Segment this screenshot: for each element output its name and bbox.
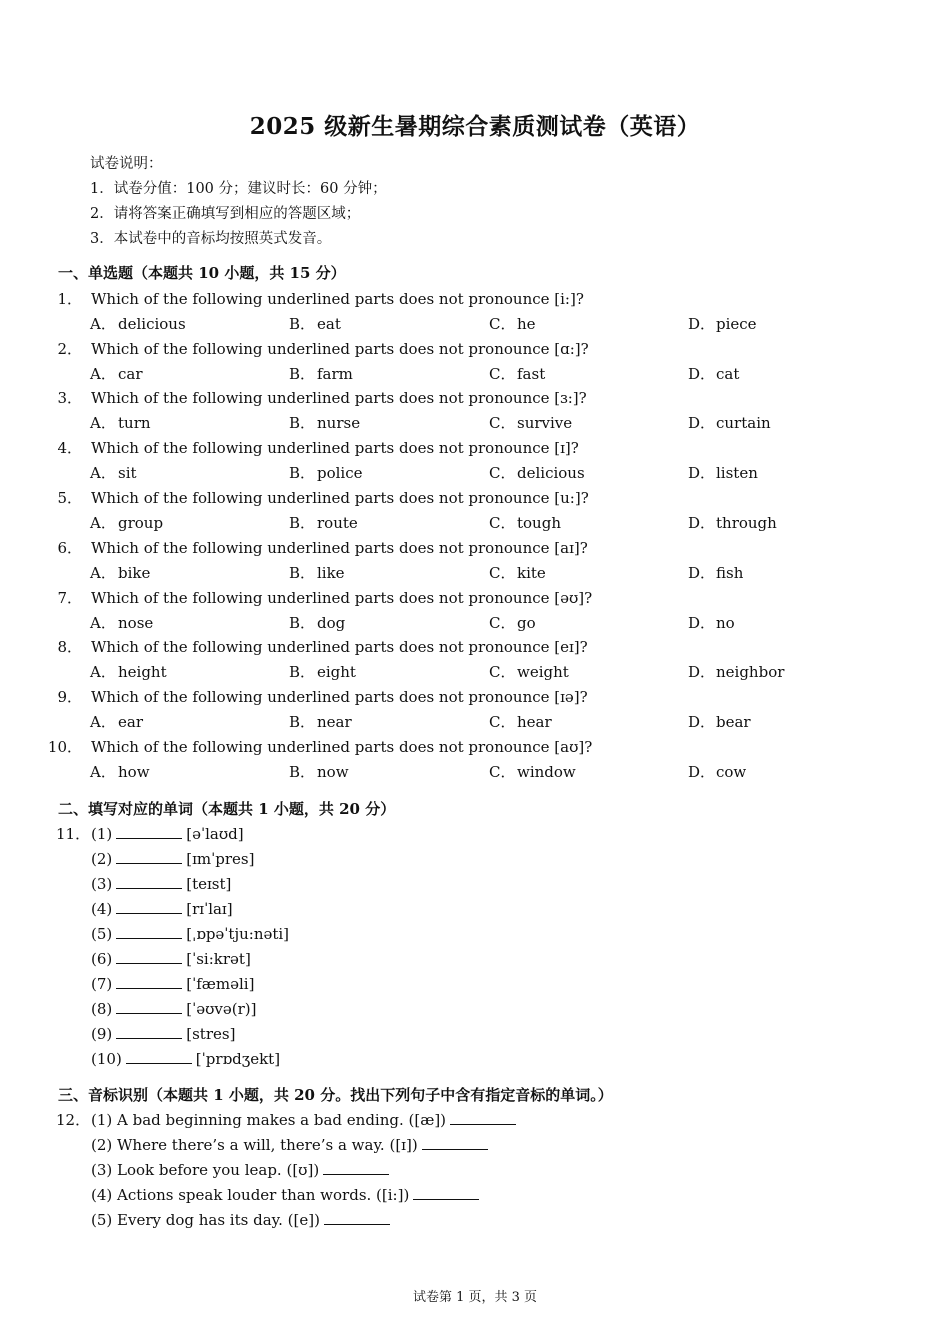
fill-item-5: (5) [ˌɒpəˈtju:nəti] xyxy=(91,925,290,943)
option-a[interactable]: A． nose xyxy=(90,614,154,632)
option-c[interactable]: C． window xyxy=(489,763,576,781)
fill-item-6: (6) [ˈsi:krət] xyxy=(91,950,251,968)
option-b[interactable]: B． near xyxy=(289,713,352,731)
option-b[interactable]: B． nurse xyxy=(289,414,361,432)
answer-blank[interactable] xyxy=(116,874,182,889)
option-b[interactable]: B． now xyxy=(289,763,349,781)
phonetic-item-4: (4) Actions speak louder than words. ([i:]) xyxy=(91,1183,483,1208)
option-c[interactable]: C． delicious xyxy=(489,464,585,482)
option-b[interactable]: B． dog xyxy=(289,614,346,632)
phonetic-item-3: (3) Look before you leap. ([ʊ]) xyxy=(91,1158,393,1183)
option-a[interactable]: A． bike xyxy=(90,564,151,582)
question-text: Which of the following underlined parts does not pronounce [u:]? xyxy=(91,489,589,507)
option-a[interactable]: A． car xyxy=(90,365,143,383)
option-a[interactable]: A． turn xyxy=(90,414,151,432)
question-text: Which of the following underlined parts does not pronounce [aʊ]? xyxy=(91,738,593,756)
answer-blank[interactable] xyxy=(422,1135,488,1150)
option-d[interactable]: D．cow xyxy=(688,763,747,781)
question-1 xyxy=(0,287,950,337)
question-4 xyxy=(0,436,950,486)
option-d[interactable]: D．curtain xyxy=(688,414,771,432)
section1-heading: 一、单选题（本题共 10 小题，共 15 分） xyxy=(58,264,346,282)
fill-item-10: (10) [ˈprɒdʒekt] xyxy=(91,1050,281,1068)
question-number: 10． xyxy=(47,738,82,756)
question-text: Which of the following underlined parts does not pronounce [ɪə]? xyxy=(91,688,588,706)
fill-item-3: (3) [teɪst] xyxy=(91,875,232,893)
answer-blank[interactable] xyxy=(116,949,182,964)
answer-blank[interactable] xyxy=(116,999,182,1014)
option-b[interactable]: B． like xyxy=(289,564,345,582)
option-a[interactable]: A． sit xyxy=(90,464,137,482)
option-b[interactable]: B． farm xyxy=(289,365,353,383)
question-7 xyxy=(0,586,950,636)
question-9 xyxy=(0,685,950,735)
answer-blank[interactable] xyxy=(413,1185,479,1200)
question-number: 12． xyxy=(56,1111,91,1129)
instruction-line: 3．本试卷中的音标均按照英式发音。 xyxy=(90,231,332,247)
option-c[interactable]: C． kite xyxy=(489,564,546,582)
section2-heading: 二、填写对应的单词（本题共 1 小题，共 20 分） xyxy=(58,800,396,818)
answer-blank[interactable] xyxy=(324,1210,390,1225)
question-number: 7． xyxy=(57,589,82,607)
question-text: Which of the following underlined parts does not pronounce [ɑ:]? xyxy=(91,340,589,358)
option-b[interactable]: B． route xyxy=(289,514,358,532)
question-2 xyxy=(0,337,950,387)
section3-heading: 三、音标识别（本题共 1 小题，共 20 分。找出下列句子中含有指定音标的单词。） xyxy=(58,1086,613,1104)
question-number: 5． xyxy=(57,489,82,507)
question-text: Which of the following underlined parts does not pronounce [i:]? xyxy=(91,290,584,308)
option-c[interactable]: C． fast xyxy=(489,365,546,383)
fill-item-7: (7) [ˈfæməli] xyxy=(91,975,255,993)
fill-item-2: (2) [ɪmˈpres] xyxy=(91,850,255,868)
option-d[interactable]: D．bear xyxy=(688,713,751,731)
option-c[interactable]: C． go xyxy=(489,614,536,632)
question-number: 8． xyxy=(57,638,82,656)
question-number: 2． xyxy=(57,340,82,358)
answer-blank[interactable] xyxy=(450,1110,516,1125)
answer-blank[interactable] xyxy=(116,899,182,914)
option-c[interactable]: C． hear xyxy=(489,713,552,731)
instructions xyxy=(90,152,387,252)
phonetic-item-5: (5) Every dog has its day. ([e]) xyxy=(91,1208,394,1233)
phonetic-item-2: (2) Where there’s a will, there’s a way. ([ɪ]) xyxy=(91,1133,492,1158)
page-title: 2025 级新生暑期综合素质测试卷（英语） xyxy=(249,113,701,140)
option-b[interactable]: B． eat xyxy=(289,315,341,333)
option-c[interactable]: C． weight xyxy=(489,663,569,681)
fill-item-4: (4) [rɪˈlaɪ] xyxy=(91,900,233,918)
fill-item-8: (8) [ˈəʊvə(r)] xyxy=(91,1000,257,1018)
option-a[interactable]: A． ear xyxy=(90,713,143,731)
answer-blank[interactable] xyxy=(126,1049,192,1064)
option-c[interactable]: C． survive xyxy=(489,414,573,432)
option-a[interactable]: A． height xyxy=(90,663,167,681)
question-text: Which of the following underlined parts does not pronounce [əʊ]? xyxy=(91,589,593,607)
question-text: Which of the following underlined parts does not pronounce [ɪ]? xyxy=(91,439,579,457)
option-d[interactable]: D．neighbor xyxy=(688,663,785,681)
fill-item-1: (1) [əˈlaʊd] xyxy=(91,825,244,843)
question-6 xyxy=(0,536,950,586)
question-3 xyxy=(0,386,950,436)
question-10 xyxy=(0,735,950,785)
answer-blank[interactable] xyxy=(116,924,182,939)
question-number: 3． xyxy=(57,389,82,407)
question-5 xyxy=(0,486,950,536)
question-number: 11． xyxy=(56,825,91,843)
question-text: Which of the following underlined parts does not pronounce [aɪ]? xyxy=(91,539,588,557)
page-footer: 试卷第 1 页，共 3 页 xyxy=(412,1290,538,1305)
instruction-line: 试卷说明： xyxy=(90,156,163,172)
answer-blank[interactable] xyxy=(116,1024,182,1039)
option-d[interactable]: D．listen xyxy=(688,464,758,482)
question-number: 1． xyxy=(57,290,82,308)
option-a[interactable]: A． how xyxy=(90,763,150,781)
option-a[interactable]: A． group xyxy=(90,514,164,532)
instruction-line: 1．试卷分值：100 分；建议时长：60 分钟； xyxy=(90,181,387,197)
option-d[interactable]: D．no xyxy=(688,614,735,632)
phonetic-item-1: (1) A bad beginning makes a bad ending. ([æ]) xyxy=(91,1108,520,1133)
option-c[interactable]: C． he xyxy=(489,315,536,333)
question-text: Which of the following underlined parts does not pronounce [ɜ:]? xyxy=(91,389,587,407)
question-number: 6． xyxy=(57,539,82,557)
fill-item-9: (9) [stres] xyxy=(91,1025,236,1043)
option-d[interactable]: D．piece xyxy=(688,315,757,333)
option-c[interactable]: C． tough xyxy=(489,514,561,532)
instruction-line: 2．请将答案正确填写到相应的答题区域； xyxy=(90,206,361,222)
question-text: Which of the following underlined parts does not pronounce [eɪ]? xyxy=(91,638,588,656)
answer-blank[interactable] xyxy=(116,824,182,839)
answer-blank[interactable] xyxy=(116,974,182,989)
option-d[interactable]: D．through xyxy=(688,514,777,532)
answer-blank[interactable] xyxy=(323,1160,389,1175)
question-number: 4． xyxy=(57,439,82,457)
option-b[interactable]: B． police xyxy=(289,464,363,482)
answer-blank[interactable] xyxy=(116,849,182,864)
option-b[interactable]: B． eight xyxy=(289,663,356,681)
option-d[interactable]: D．fish xyxy=(688,564,744,582)
option-a[interactable]: A． delicious xyxy=(90,315,186,333)
option-d[interactable]: D．cat xyxy=(688,365,740,383)
question-number: 9． xyxy=(57,688,82,706)
question-8 xyxy=(0,635,950,685)
